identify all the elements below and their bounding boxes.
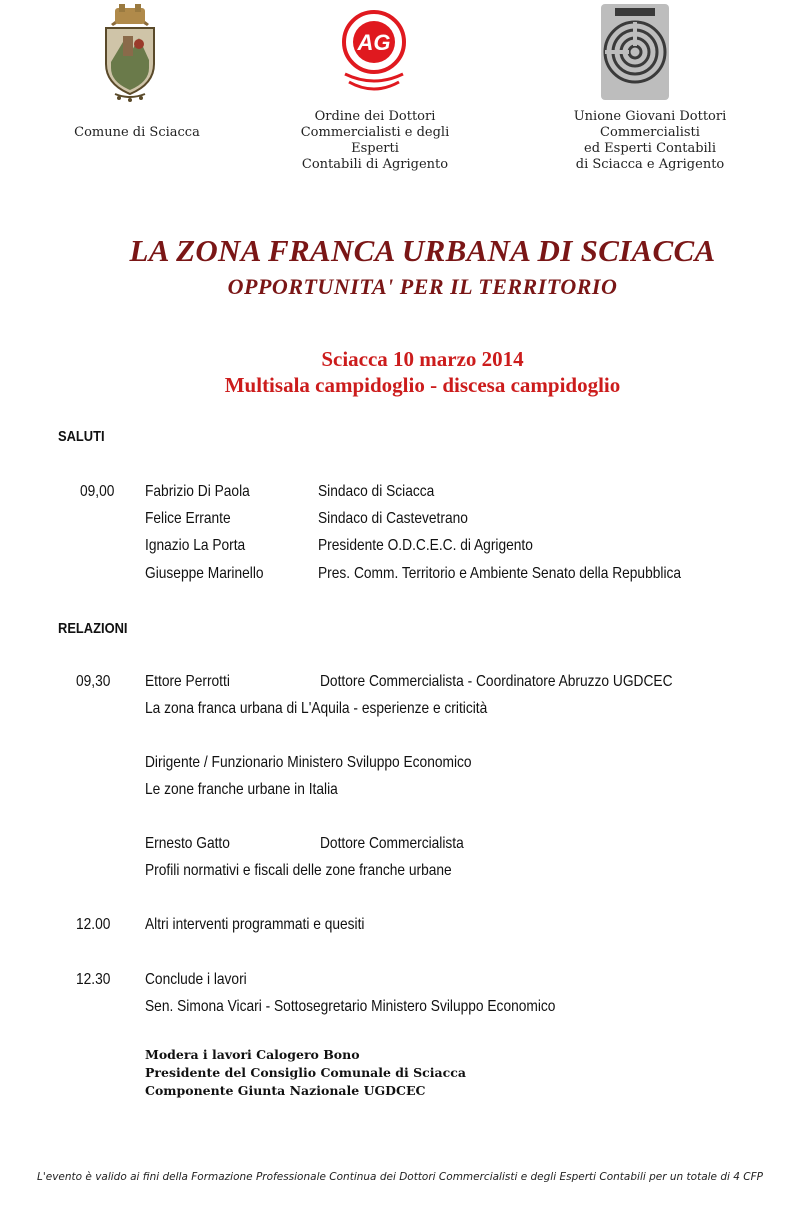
moderator-line: Componente Giunta Nazionale UGDCEC — [145, 1083, 426, 1098]
svg-text:AG: AG — [357, 30, 391, 55]
talk-topic: La zona franca urbana di L'Aquila - esperienze e criticità — [145, 700, 488, 717]
other-interventions: Altri interventi programmati e quesiti — [145, 916, 365, 933]
saluti-speaker-name: Giuseppe Marinello — [145, 565, 264, 582]
moderator-line: Presidente del Consiglio Comunale di Sciacca — [145, 1065, 466, 1080]
talk-role: Dottore Commercialista - Coordinatore Abruzzo UGDCEC — [320, 673, 673, 690]
odcec-line: Commercialisti e degli Esperti — [300, 125, 450, 156]
relazioni-heading: RELAZIONI — [58, 620, 128, 637]
talk-speaker: Ernesto Gatto — [145, 835, 230, 852]
ugdcec-line: di Sciacca e Agrigento — [575, 157, 725, 172]
comune-coat-of-arms-logo — [101, 2, 159, 102]
comune-name: Comune di Sciacca — [74, 125, 200, 140]
saluti-speaker-name: Ignazio La Porta — [145, 537, 246, 554]
saluti-heading: SALUTI — [58, 428, 105, 445]
talk-topic: Le zone franche urbane in Italia — [145, 781, 338, 798]
ugdcec-line: ed Esperti Contabili — [584, 141, 716, 156]
ugdcec-name — [560, 109, 740, 173]
time-1200: 12.00 — [76, 916, 111, 933]
saluti-speaker-role: Presidente O.D.C.E.C. di Agrigento — [318, 537, 533, 554]
closing-speaker: Sen. Simona Vicari - Sottosegretario Ministero Sviluppo Economico — [145, 998, 556, 1015]
odcec-name — [280, 109, 470, 173]
talk-topic: Profili normativi e fiscali delle zone franche urbane — [145, 862, 452, 879]
relazioni-time: 09,30 — [76, 673, 111, 690]
event-venue: Multisala campidoglio - discesa campidoglio — [224, 373, 621, 397]
ugdcec-line: Commercialisti — [600, 125, 700, 140]
saluti-speaker-role: Pres. Comm. Territorio e Ambiente Senato della Repubblica — [318, 565, 682, 582]
event-date: Sciacca 10 marzo 2014 — [321, 347, 524, 371]
talk-speaker: Ettore Perrotti — [145, 673, 230, 690]
ag-odcec-logo — [341, 4, 408, 96]
time-1230: 12.30 — [76, 971, 111, 988]
ugdcec-line: Unione Giovani Dottori — [573, 109, 727, 124]
saluti-speaker-name: Fabrizio Di Paola — [145, 483, 250, 500]
saluti-time: 09,00 — [80, 483, 115, 500]
talk-role: Dottore Commercialista — [320, 835, 464, 852]
moderator-line: Modera i lavori Calogero Bono — [145, 1047, 360, 1062]
saluti-speaker-role: Sindaco di Sciacca — [318, 483, 435, 500]
cfp-footer-note: L'evento è valido ai fini della Formazione Professionale Continua dei Dottori Commercialisti e degli Esperti Contabili per un totale di 4 CFP — [37, 1171, 763, 1183]
closing-label: Conclude i lavori — [145, 971, 247, 988]
saluti-speaker-name: Felice Errante — [145, 510, 231, 527]
event-title: LA ZONA FRANCA URBANA DI SCIACCA — [129, 233, 716, 268]
event-subtitle: OPPORTUNITA' PER IL TERRITORIO — [227, 274, 618, 299]
talk-speaker: Dirigente / Funzionario Ministero Sviluppo Economico — [145, 754, 472, 771]
moderator-block — [145, 1046, 466, 1100]
odcec-line: Contabili di Agrigento — [301, 157, 449, 172]
saluti-speaker-role: Sindaco di Castevetrano — [318, 510, 468, 527]
odcec-line: Ordine dei Dottori — [314, 109, 436, 124]
ugdcec-labyrinth-logo — [599, 2, 671, 102]
